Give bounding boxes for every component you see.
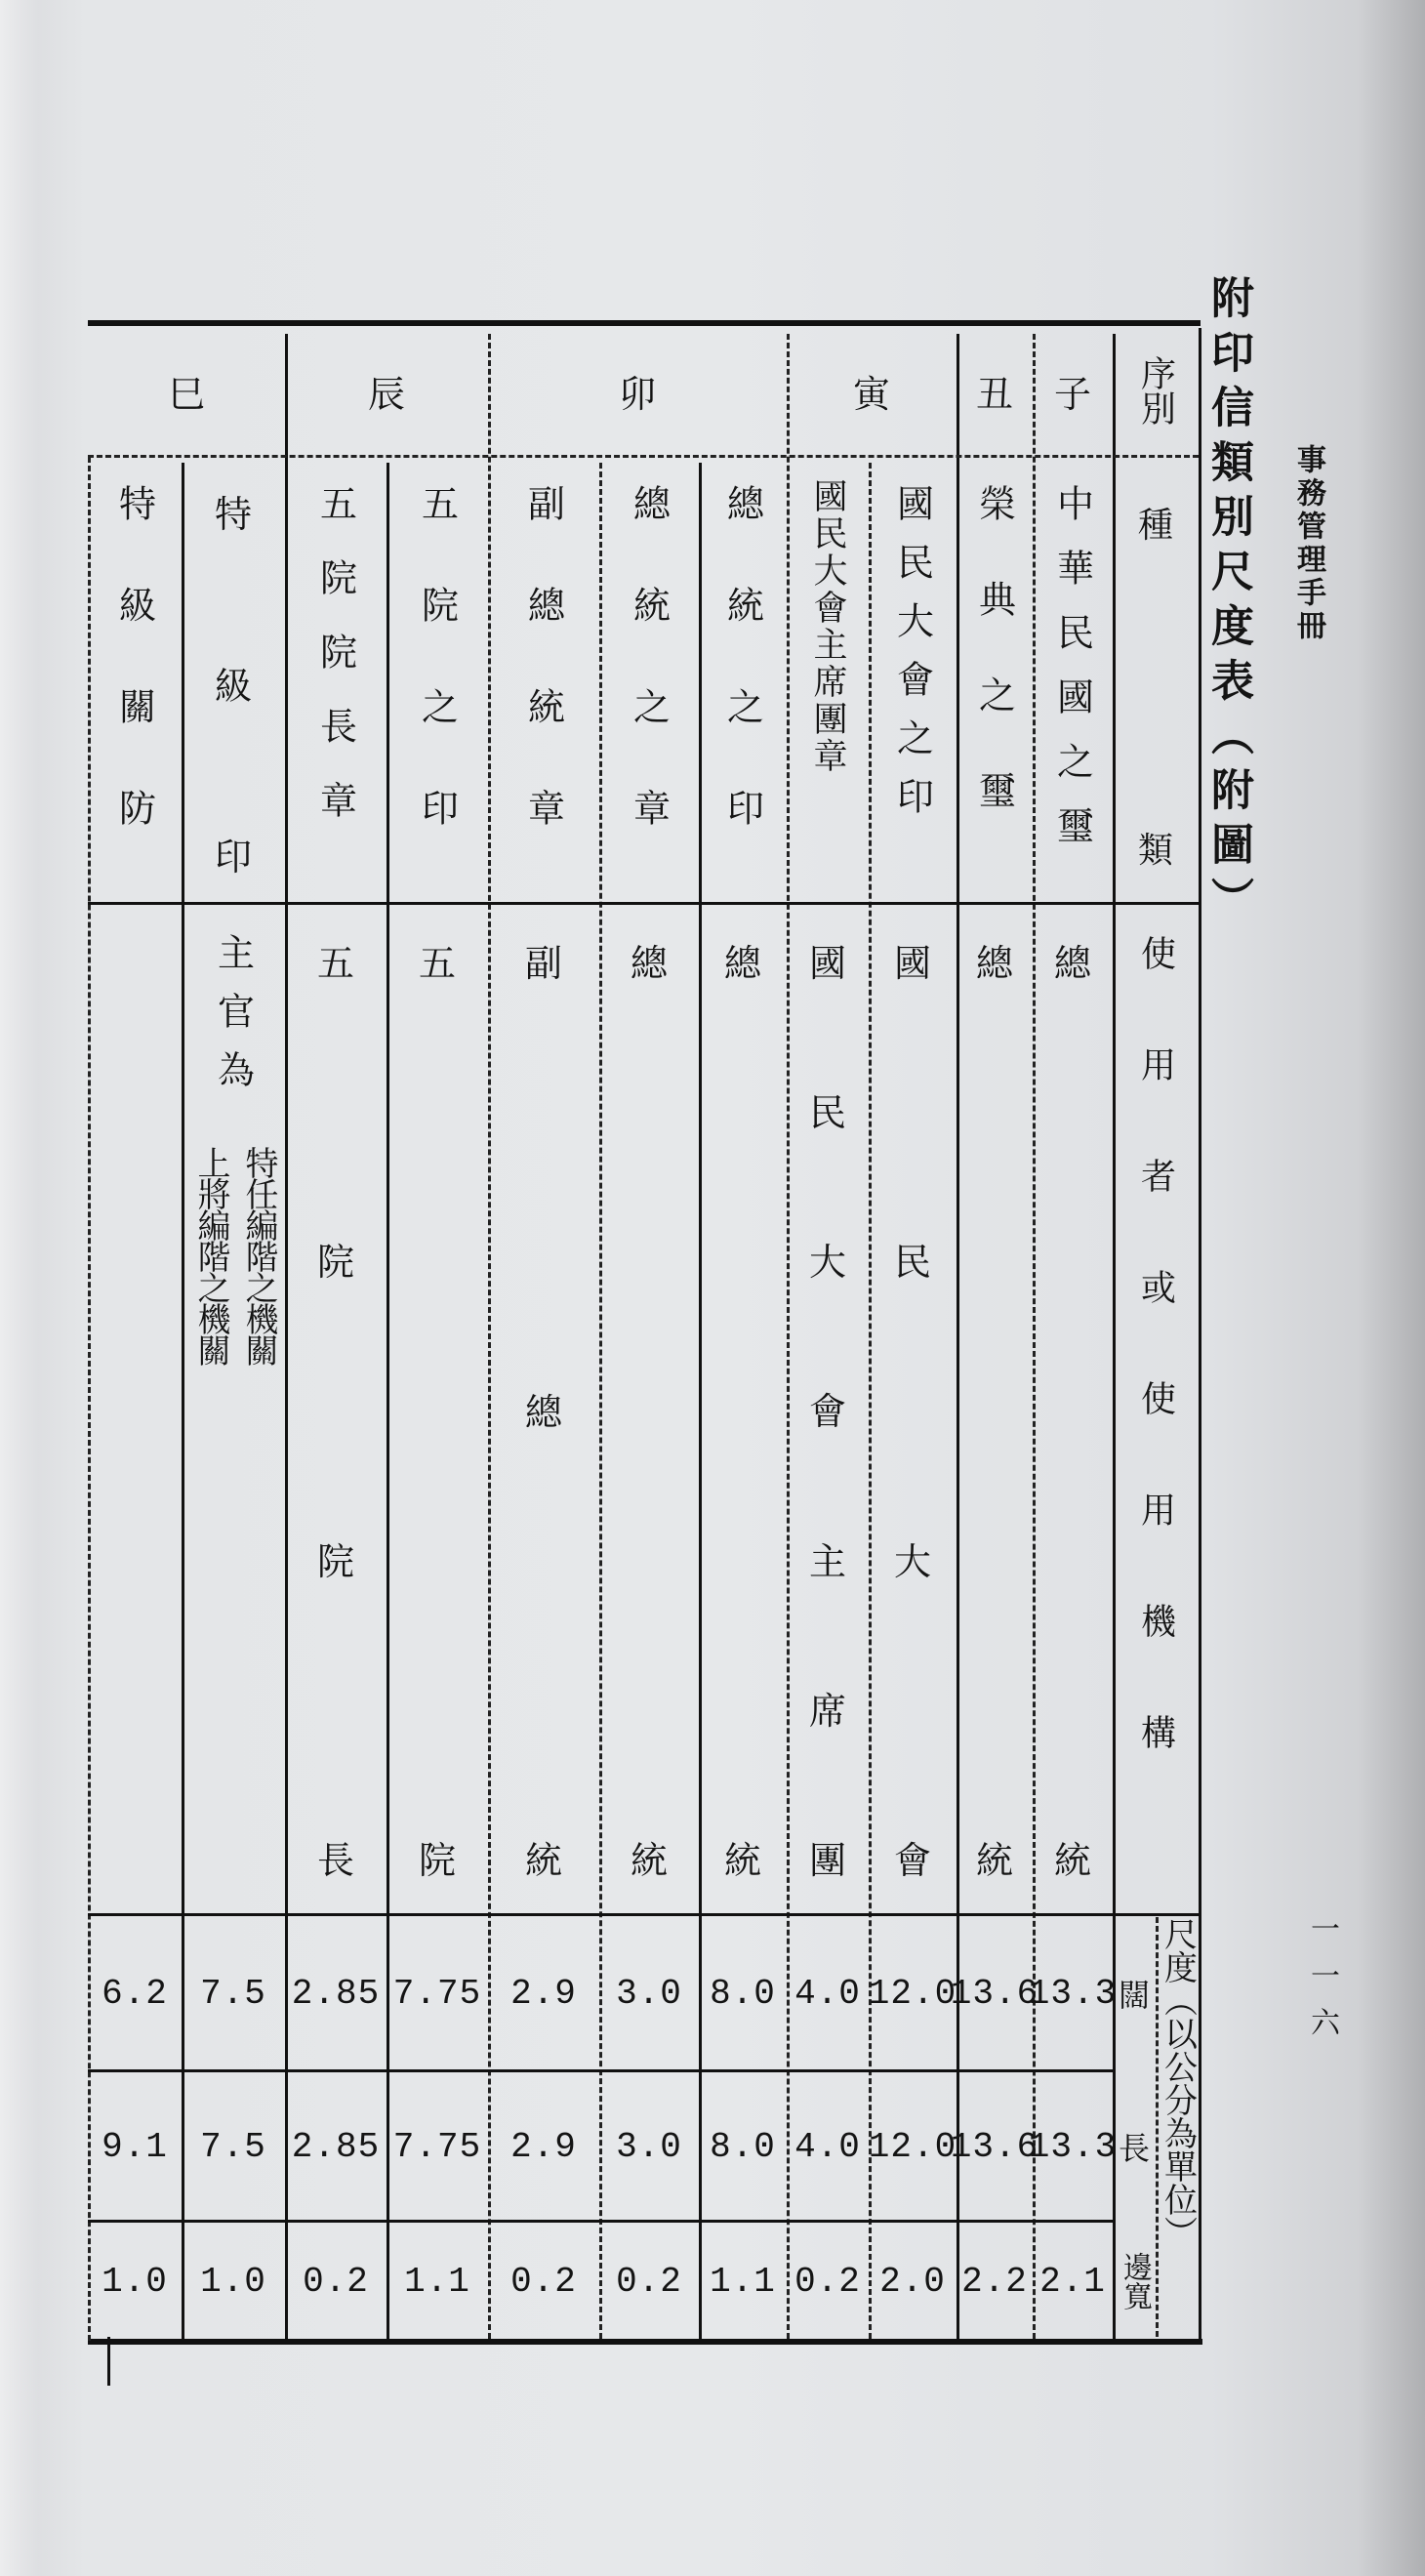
- length-value-3: 4.0: [794, 2126, 861, 2167]
- label-width: [1113, 1917, 1156, 2069]
- length-cell-8: [285, 2073, 387, 2220]
- length-value-6: 2.9: [510, 2126, 577, 2167]
- page-edge-right: [1357, 0, 1425, 2576]
- width-cell-7: [387, 1917, 488, 2069]
- user-text-5a: 總: [630, 942, 668, 985]
- width-cell-9: [182, 1917, 285, 2069]
- width-cell-2: [869, 1917, 957, 2069]
- user-cell-0: [1033, 906, 1113, 1913]
- width-cell-5: [599, 1917, 699, 2069]
- serial-chou-text: 丑: [975, 372, 1013, 416]
- kind-text-3: 國民大會主席團章: [808, 478, 847, 775]
- kind-text-8: 五院院長章: [313, 484, 357, 855]
- user-text-3f: 席: [808, 1689, 846, 1733]
- length-cell-2: [869, 2073, 957, 2220]
- length-cell-9: [182, 2073, 285, 2220]
- border-value-8: 0.2: [303, 2261, 369, 2302]
- rule-after-user: [88, 1913, 1113, 1916]
- serial-yin: [787, 326, 957, 455]
- border-value-1: 2.2: [961, 2261, 1028, 2302]
- user-text-3g: 團: [808, 1838, 846, 1882]
- serial-mao: [488, 326, 787, 455]
- length-cell-4: [699, 2073, 787, 2220]
- border-cell-10: [88, 2224, 182, 2339]
- user-text-6a: 副: [524, 942, 562, 985]
- width-value-0: 13.3: [1028, 1973, 1118, 2014]
- border-value-4: 1.1: [710, 2261, 776, 2302]
- label-length: [1113, 2073, 1156, 2220]
- width-cell-10: [88, 1917, 182, 2069]
- user-text-2d: 會: [893, 1838, 931, 1882]
- user-text-8c: 院: [316, 1539, 354, 1583]
- rule-size-label-top: [1113, 1913, 1199, 1916]
- width-value-6: 2.9: [510, 1973, 577, 2014]
- kind-text-9b: 級: [214, 664, 252, 708]
- kind-text-9c: 印: [214, 836, 252, 879]
- border-value-3: 0.2: [794, 2261, 861, 2302]
- label-kind-char2: 類: [1137, 831, 1173, 871]
- size-label-divider: [1156, 1917, 1159, 2337]
- border-value-10: 1.0: [102, 2261, 168, 2302]
- user-cell-5: [599, 906, 699, 1913]
- kind-cell-7: [387, 459, 488, 902]
- serial-yin-text: 寅: [852, 372, 890, 416]
- running-header: 事務管理手冊: [1291, 444, 1325, 643]
- width-value-10: 6.2: [102, 1973, 168, 2014]
- length-cell-0: [1028, 2073, 1118, 2220]
- kind-text-1: 榮典之璽: [972, 484, 1016, 867]
- user-text-8d: 長: [316, 1838, 354, 1882]
- length-cell-7: [387, 2073, 488, 2220]
- length-cell-6: [488, 2073, 599, 2220]
- user-text-9a: 主官為: [211, 933, 255, 1109]
- user-cell-8: [285, 906, 387, 1913]
- width-cell-6: [488, 1917, 599, 2069]
- user-text-1b: 統: [975, 1839, 1013, 1882]
- label-serial: [1113, 326, 1199, 455]
- user-text-9c: 上將編階之機關: [191, 1146, 230, 1365]
- serial-zi: [1033, 326, 1113, 455]
- border-cell-9: [182, 2224, 285, 2339]
- user-text-3b: 民: [808, 1091, 846, 1135]
- user-text-2b: 民: [893, 1241, 931, 1285]
- label-serial-text: 序別: [1135, 355, 1176, 426]
- serial-mao-text: 卯: [618, 372, 656, 416]
- user-cell-3: [787, 906, 869, 1913]
- label-border: [1113, 2224, 1156, 2339]
- user-cell-7: [387, 906, 488, 1913]
- rule-after-kind: [88, 902, 1199, 905]
- table-bottom-rule: [88, 2339, 1202, 2345]
- border-cell-3: [787, 2224, 869, 2339]
- user-text-4b: 統: [723, 1839, 761, 1882]
- border-cell-7: [387, 2224, 488, 2339]
- border-cell-8: [285, 2224, 387, 2339]
- user-text-7a: 五: [418, 942, 456, 985]
- border-cell-0: [1033, 2224, 1113, 2339]
- border-value-0: 2.1: [1039, 2261, 1106, 2302]
- user-text-2a: 國: [893, 942, 931, 985]
- user-text-0a: 總: [1053, 942, 1091, 985]
- user-cell-9: [182, 906, 285, 1913]
- border-cell-2: [869, 2224, 957, 2339]
- kind-cell-5: [599, 459, 699, 902]
- user-text-3e: 主: [808, 1539, 846, 1583]
- user-text-1a: 總: [975, 942, 1013, 985]
- width-cell-8: [285, 1917, 387, 2069]
- serial-chen: [285, 326, 488, 455]
- width-cell-1: [950, 1917, 1039, 2069]
- user-cell-4: [699, 906, 787, 1913]
- user-cell-1: [957, 906, 1033, 1913]
- kind-cell-4: [699, 459, 787, 902]
- label-length-text: 長: [1118, 2130, 1150, 2167]
- user-text-3a: 國: [808, 942, 846, 985]
- kind-text-9a: 特: [214, 493, 252, 536]
- user-cell-6: [488, 906, 599, 1913]
- length-cell-1: [950, 2073, 1039, 2220]
- user-text-6b: 總: [524, 1390, 562, 1434]
- user-text-4a: 總: [723, 942, 761, 985]
- length-value-4: 8.0: [710, 2126, 776, 2167]
- width-value-2: 12.0: [868, 1973, 957, 2014]
- kind-cell-10: [88, 459, 182, 902]
- stub-mark: [107, 2337, 110, 2386]
- rule-after-serial: [88, 455, 1199, 458]
- user-cell-9-sub: [187, 1146, 283, 1365]
- user-text-9b: 特任編階之機關: [239, 1146, 278, 1365]
- kind-text-6: 副總統章: [521, 484, 565, 890]
- user-text-5b: 統: [630, 1839, 668, 1882]
- length-value-5: 3.0: [616, 2126, 682, 2167]
- user-text-3c: 大: [808, 1241, 846, 1285]
- kind-cell-8: [285, 459, 387, 902]
- length-value-2: 12.0: [868, 2126, 957, 2167]
- length-value-8: 2.85: [291, 2126, 381, 2167]
- serial-si-text: 巳: [167, 372, 205, 416]
- label-kind: [1113, 459, 1199, 902]
- length-cell-5: [599, 2073, 699, 2220]
- length-value-1: 13.6: [950, 2126, 1039, 2167]
- length-value-7: 7.75: [392, 2126, 482, 2167]
- border-cell-5: [599, 2224, 699, 2339]
- user-text-0b: 統: [1053, 1839, 1091, 1882]
- label-kind-char1: 種: [1137, 506, 1173, 546]
- width-value-4: 8.0: [710, 1973, 776, 2014]
- seal-size-table: [88, 320, 1202, 2352]
- user-cell-9-wrap: [207, 906, 261, 1109]
- user-text-8a: 五: [316, 942, 354, 985]
- width-cell-0: [1028, 1917, 1118, 2069]
- page-edge-left: [0, 0, 39, 2576]
- kind-text-5: 總統之章: [627, 484, 671, 890]
- kind-cell-6: [488, 459, 599, 902]
- user-text-6c: 統: [524, 1839, 562, 1882]
- length-cell-3: [787, 2073, 869, 2220]
- width-value-9: 7.5: [200, 1973, 266, 2014]
- kind-text-0: 中華民國之璽: [1050, 484, 1094, 871]
- width-value-8: 2.85: [291, 1973, 381, 2014]
- kind-text-2: 國民大會之印: [890, 484, 934, 836]
- kind-text-10: 特級關防: [112, 484, 156, 890]
- user-text-2c: 大: [893, 1539, 931, 1583]
- border-value-5: 0.2: [616, 2261, 682, 2302]
- label-user-text: 使用者或使用機構: [1135, 935, 1176, 1825]
- width-value-5: 3.0: [616, 1973, 682, 2014]
- rule-after-width: [88, 2069, 1113, 2072]
- length-value-0: 13.3: [1028, 2126, 1118, 2167]
- kind-cell-3: [787, 459, 869, 902]
- width-cell-4: [699, 1917, 787, 2069]
- label-border-text: 邊寬: [1118, 2252, 1152, 2310]
- serial-si: [88, 326, 285, 455]
- label-size-group-text: 尺度（以公分為單位）: [1158, 1917, 1198, 2249]
- user-text-8b: 院: [316, 1241, 354, 1285]
- width-value-7: 7.75: [392, 1973, 482, 2014]
- border-value-7: 1.1: [404, 2261, 470, 2302]
- kind-cell-9: [182, 459, 285, 902]
- serial-zi-text: 子: [1053, 372, 1091, 416]
- label-size-group: [1158, 1917, 1199, 2337]
- user-cell-10: [88, 906, 182, 1913]
- width-cell-3: [787, 1917, 869, 2069]
- kind-text-4: 總統之印: [720, 484, 764, 890]
- user-text-7b: 院: [418, 1839, 456, 1882]
- page-number: 一一六: [1305, 1913, 1339, 2054]
- rule-after-length: [88, 2220, 1113, 2223]
- border-value-2: 2.0: [879, 2261, 946, 2302]
- length-cell-10: [88, 2073, 182, 2220]
- kind-cell-1: [957, 459, 1033, 902]
- border-cell-1: [957, 2224, 1033, 2339]
- label-user: [1113, 906, 1199, 1913]
- kind-text-7: 五院之印: [415, 484, 459, 890]
- width-value-3: 4.0: [794, 1973, 861, 2014]
- border-value-6: 0.2: [510, 2261, 577, 2302]
- user-text-3d: 會: [808, 1390, 846, 1434]
- serial-chen-text: 辰: [367, 372, 405, 416]
- kind-cell-2: [869, 459, 957, 902]
- width-value-1: 13.6: [950, 1973, 1039, 2014]
- kind-cell-0: [1033, 459, 1113, 902]
- length-value-9: 7.5: [200, 2126, 266, 2167]
- user-cell-2: [869, 906, 957, 1913]
- border-value-9: 1.0: [200, 2261, 266, 2302]
- length-value-10: 9.1: [102, 2126, 168, 2167]
- border-cell-4: [699, 2224, 787, 2339]
- label-width-text: 闊: [1118, 1977, 1150, 2014]
- serial-chou: [957, 326, 1033, 455]
- page-title: 附印信類別尺度表（附圖）: [1203, 275, 1253, 931]
- border-cell-6: [488, 2224, 599, 2339]
